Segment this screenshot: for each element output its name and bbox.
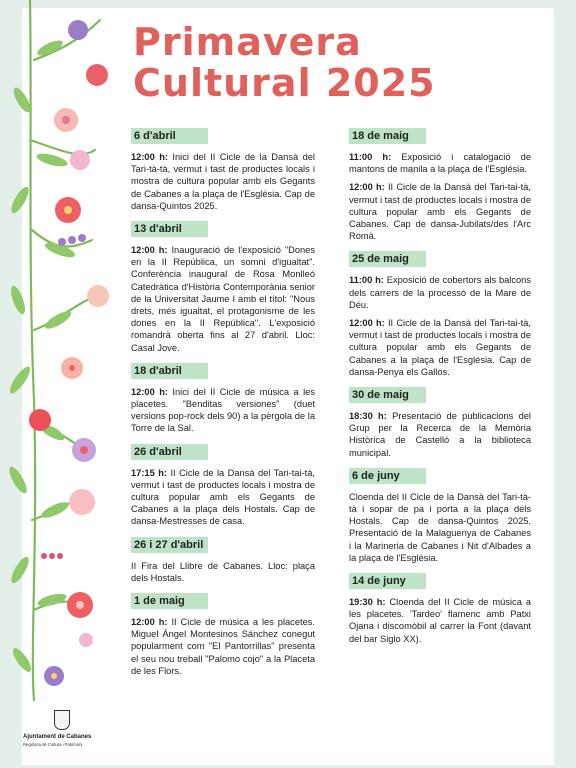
event-description: Cloenda del II Cicle de música a les placetes. 'Tardeo' flamenc amb Patxi Ojana i discomòbil al carrer la Font (davant del bar Siglo XX).	[349, 597, 531, 644]
event-day	[131, 361, 315, 435]
schedule-right-column	[349, 126, 531, 652]
event-time: 12:00 h:	[131, 617, 168, 628]
event-day	[131, 442, 315, 528]
event-date-heading: 18 de maig	[349, 128, 426, 144]
event-time: 18:30 h:	[349, 411, 387, 422]
event-day	[131, 535, 315, 584]
event-day	[131, 126, 315, 212]
event-entry	[131, 560, 315, 584]
event-day	[349, 385, 531, 459]
event-time: 12:00 h:	[349, 182, 385, 193]
event-date-heading: 18 d'abril	[131, 363, 208, 379]
event-entry	[349, 491, 531, 564]
event-description: Exposició de cobertors als balcons dels carrers de la processó de la Mare de Déu.	[349, 275, 531, 310]
event-entry	[131, 244, 315, 354]
event-entry	[349, 317, 531, 378]
event-date-heading: 13 d'abril	[131, 221, 208, 237]
event-day	[349, 466, 531, 564]
event-description: II Fira del Llibre de Cabanes. Lloc: plaça dels Hostals.	[131, 560, 315, 583]
event-day	[349, 126, 531, 242]
event-day	[349, 249, 531, 378]
event-description: Inici del II Cicle de música a les placetes. "Benditas versiones" (duet versions pop-rock dels 90) a la pèrgola de la Torre de la Sal.	[131, 386, 315, 434]
event-date-heading: 6 de juny	[349, 468, 426, 484]
event-entry	[349, 274, 531, 311]
event-day	[349, 571, 531, 645]
event-entry	[131, 467, 315, 528]
event-description: II Cicle de la Dansà del Tari-tai-tà, vermut i tast de productes locals i mostra de cultura popular amb els Gegants de Cabanes a la plaça dels Hostals. Cap de dansa-Mestresses de casa.	[131, 467, 315, 527]
event-description: Presentació de publicacions del Grup per la Recerca de la Memòria Històrica de Castelló a la biblioteca municipal.	[349, 411, 531, 458]
event-time: 12:00 h:	[349, 318, 385, 329]
event-day	[131, 219, 315, 354]
event-time: 12:00 h:	[131, 245, 168, 256]
event-entry	[349, 181, 531, 242]
event-time: 11:00 h:	[349, 152, 392, 162]
event-description: Exposició i catalogació de mantons de manila a la plaça de l'Església.	[349, 152, 531, 175]
event-time: 11:00 h:	[349, 275, 384, 286]
title-line-1: Primavera	[133, 20, 362, 64]
event-description: II Cicle de la Dansà del Tari-tai-tà, vermut i tast de productes locals i mostra de cultura popular amb els Gegants de Cabanes. Cap de dansa-Jubilats/des l'Arc Romà.	[349, 182, 531, 242]
event-date-heading: 26 d'abril	[131, 444, 208, 460]
event-entry	[349, 151, 531, 175]
event-entry	[131, 386, 315, 435]
event-time: 17:15 h:	[131, 467, 167, 478]
event-date-heading: 30 de maig	[349, 387, 426, 403]
event-date-heading: 1 de maig	[131, 593, 208, 609]
event-time: 19:30 h:	[349, 597, 386, 608]
schedule-left-column	[131, 126, 315, 684]
municipal-crest-icon	[54, 710, 70, 730]
event-date-heading: 25 de maig	[349, 251, 426, 267]
footer-name: Ajuntament de Cabanes	[23, 734, 92, 740]
event-date-heading: 14 de juny	[349, 573, 426, 589]
event-entry	[131, 616, 315, 677]
event-description: Inici del II Cicle de la Dansà del Tari-tà-tà, vermut i tast de productes locals i mostra de cultura popular amb els Gegants de Cabanes a la plaça de l'Església. Cap de dansa-Quintos 2025.	[131, 152, 315, 211]
event-date-heading: 26 i 27 d'abril	[131, 537, 208, 553]
footer-department: Regidoria de Cultura i Patrimoni	[23, 742, 83, 747]
event-description: Cloenda del II Cicle de la Dansà del Tari-tà-tà i sopar de pa i porta a la plaça dels Hostals. Cap de dansa-Quintos 2025. Presentació de la Malaguenya de Cabanes i la Marineria de Cabanes i Nit d'Albades a la plaça de l'Església.	[349, 491, 531, 563]
event-entry	[349, 410, 531, 459]
floral-border-decoration	[0, 0, 122, 768]
event-description: II Cicle de la Dansà del Tari-tai-tà, vermut i tast de productes locals i mostra de cultura popular amb els Gegants de Cabanes a la plaça de l'Església. Cap de dansa-Penya els Gallos.	[349, 318, 531, 377]
event-time: 12:00 h:	[131, 152, 168, 162]
event-entry	[131, 151, 315, 212]
event-entry	[349, 596, 531, 645]
event-description: II Cicle de música a les placetes. Miguel Ángel Montesinos Sánchez conegut popularment com "El Pantorrillas" presenta el seu nou treball "Palomo cojo" a la Placeta de les Flors.	[131, 617, 315, 676]
event-time: 12:00 h:	[131, 386, 168, 397]
title-line-2: Cultural 2025	[133, 61, 436, 105]
event-date-heading: 6 d'abril	[131, 128, 208, 144]
event-description: Inauguració de l'exposició "Dones en la II República, un somni d'igualtat". Conferència inaugural de Rosa Monlleó Catedràtica d'Història Contemporània senior de la Universitat Jaume I amb el títol: "Nous drets, més igualtat, el protagonisme de les dones en la II República". L'exposició romandrà oberta fins al 27 d'abril. Lloc: Casal Jove.	[131, 245, 315, 353]
event-day	[131, 591, 315, 677]
